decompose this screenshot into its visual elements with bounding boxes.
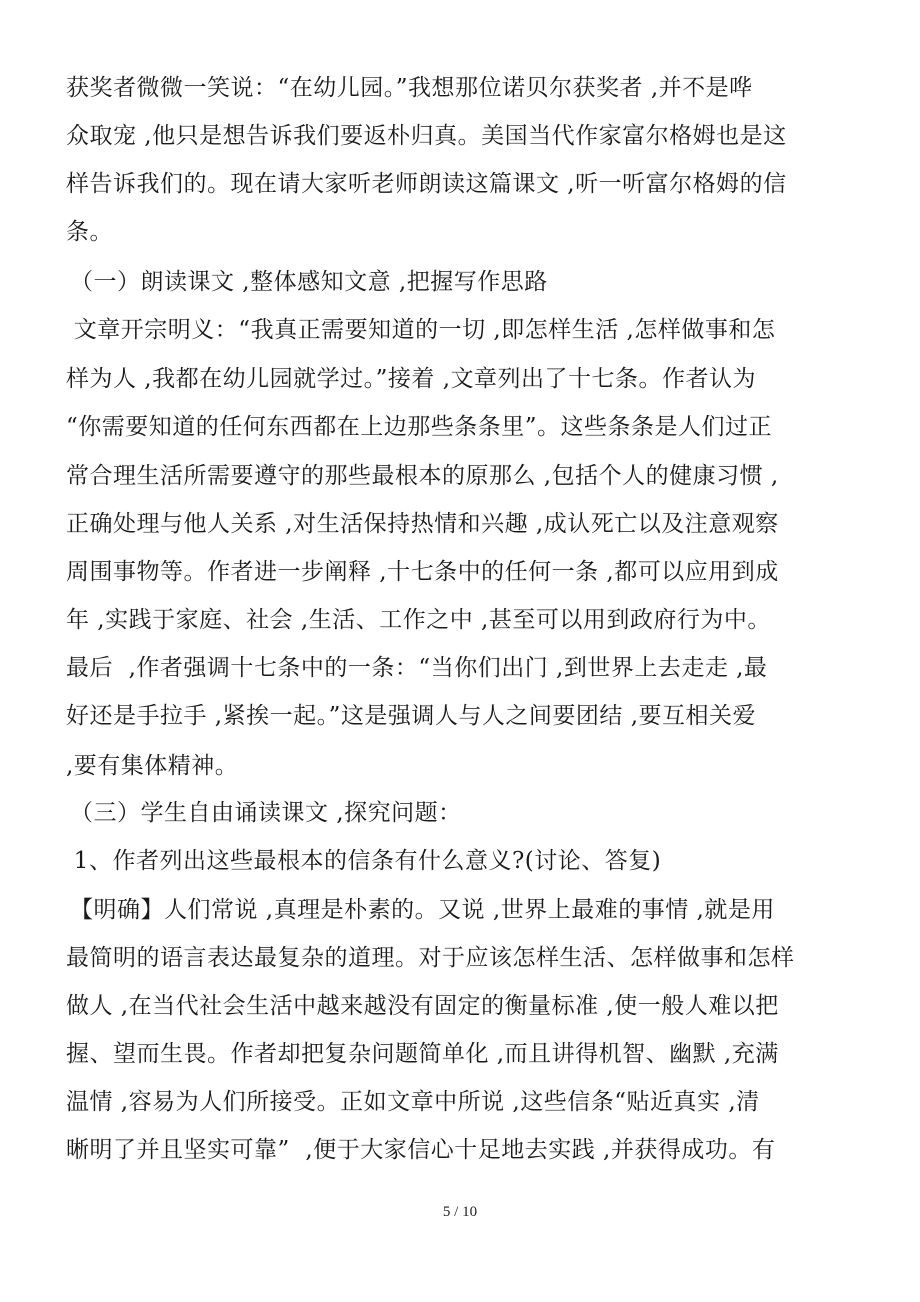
page-number: 5 / 10 xyxy=(442,1204,478,1220)
text-line: 常合理生活所需要遵守的那些最根本的原那么 ,包括个人的健康习惯 , xyxy=(66,463,779,489)
section-heading: （一）朗读课文 ,整体感知文意 ,把握写作思路 xyxy=(70,269,548,295)
text-line: 最简明的语言表达最复杂的道理。对于应该怎样生活、怎样做事和怎样 xyxy=(66,945,795,971)
text-line: “你需要知道的任何东西都在上边那些条条里”。这些条条是人们过正 xyxy=(66,414,773,440)
text-line: 晰明了并且坚实可靠” ,便于大家信心十足地去实践 ,并获得成功。有 xyxy=(66,1137,776,1163)
text-line: 正确处理与他人关系 ,对生活保持热情和兴趣 ,成认死亡以及注意观察 xyxy=(66,511,779,537)
text-line: ,要有集体精神。 xyxy=(66,753,239,779)
text-line: 做人 ,在当代社会生活中越来越没有固定的衡量标准 ,使一般人难以把 xyxy=(66,993,779,1019)
text-line: 握、望而生畏。作者却把复杂问题简单化 ,而且讲得机智、幽默 ,充满 xyxy=(66,1041,779,1067)
text-line: 条。 xyxy=(66,219,113,245)
text-line: 样告诉我们的。现在请大家听老师朗读这篇课文 ,听一听富尔格姆的信 xyxy=(66,171,787,197)
text-line: 【明确】人们常说 ,真理是朴素的。又说 ,世界上最难的事情 ,就是用 xyxy=(70,897,775,923)
text-line: 年 ,实践于家庭、社会 ,生活、工作之中 ,甚至可以用到政府行为中。 xyxy=(66,607,771,633)
text-line: 文章开宗明义：“我真正需要知道的一切 ,即怎样生活 ,怎样做事和怎 xyxy=(66,317,776,343)
text-line: 好还是手拉手 ,紧挨一起。”这是强调人与人之间要团结 ,要互相关爱 xyxy=(66,703,757,729)
text-line: 周围事物等。作者进一步阐释 ,十七条中的任何一条 ,都可以应用到成 xyxy=(66,559,779,585)
question-line: 1、作者列出这些最根本的信条有什么意义?(讨论、答复) xyxy=(66,848,662,874)
section-heading: （三）学生自由诵读课文 ,探究问题： xyxy=(70,800,462,826)
text-line: 获奖者微微一笑说：“在幼儿园。”我想那位诺贝尔获奖者 ,并不是哗 xyxy=(66,75,753,101)
text-line: 样为人 ,我都在幼儿园就学过。”接着 ,文章列出了十七条。作者认为 xyxy=(66,366,757,392)
text-line: 温情 ,容易为人们所接受。正如文章中所说 ,这些信条“贴近真实 ,清 xyxy=(66,1089,760,1115)
text-line: 众取宠 ,他只是想告诉我们要返朴归真。美国当代作家富尔格姆也是这 xyxy=(66,123,787,149)
text-line: 最后 ,作者强调十七条中的一条：“当你们出门 ,到世界上去走走 ,最 xyxy=(66,655,768,681)
